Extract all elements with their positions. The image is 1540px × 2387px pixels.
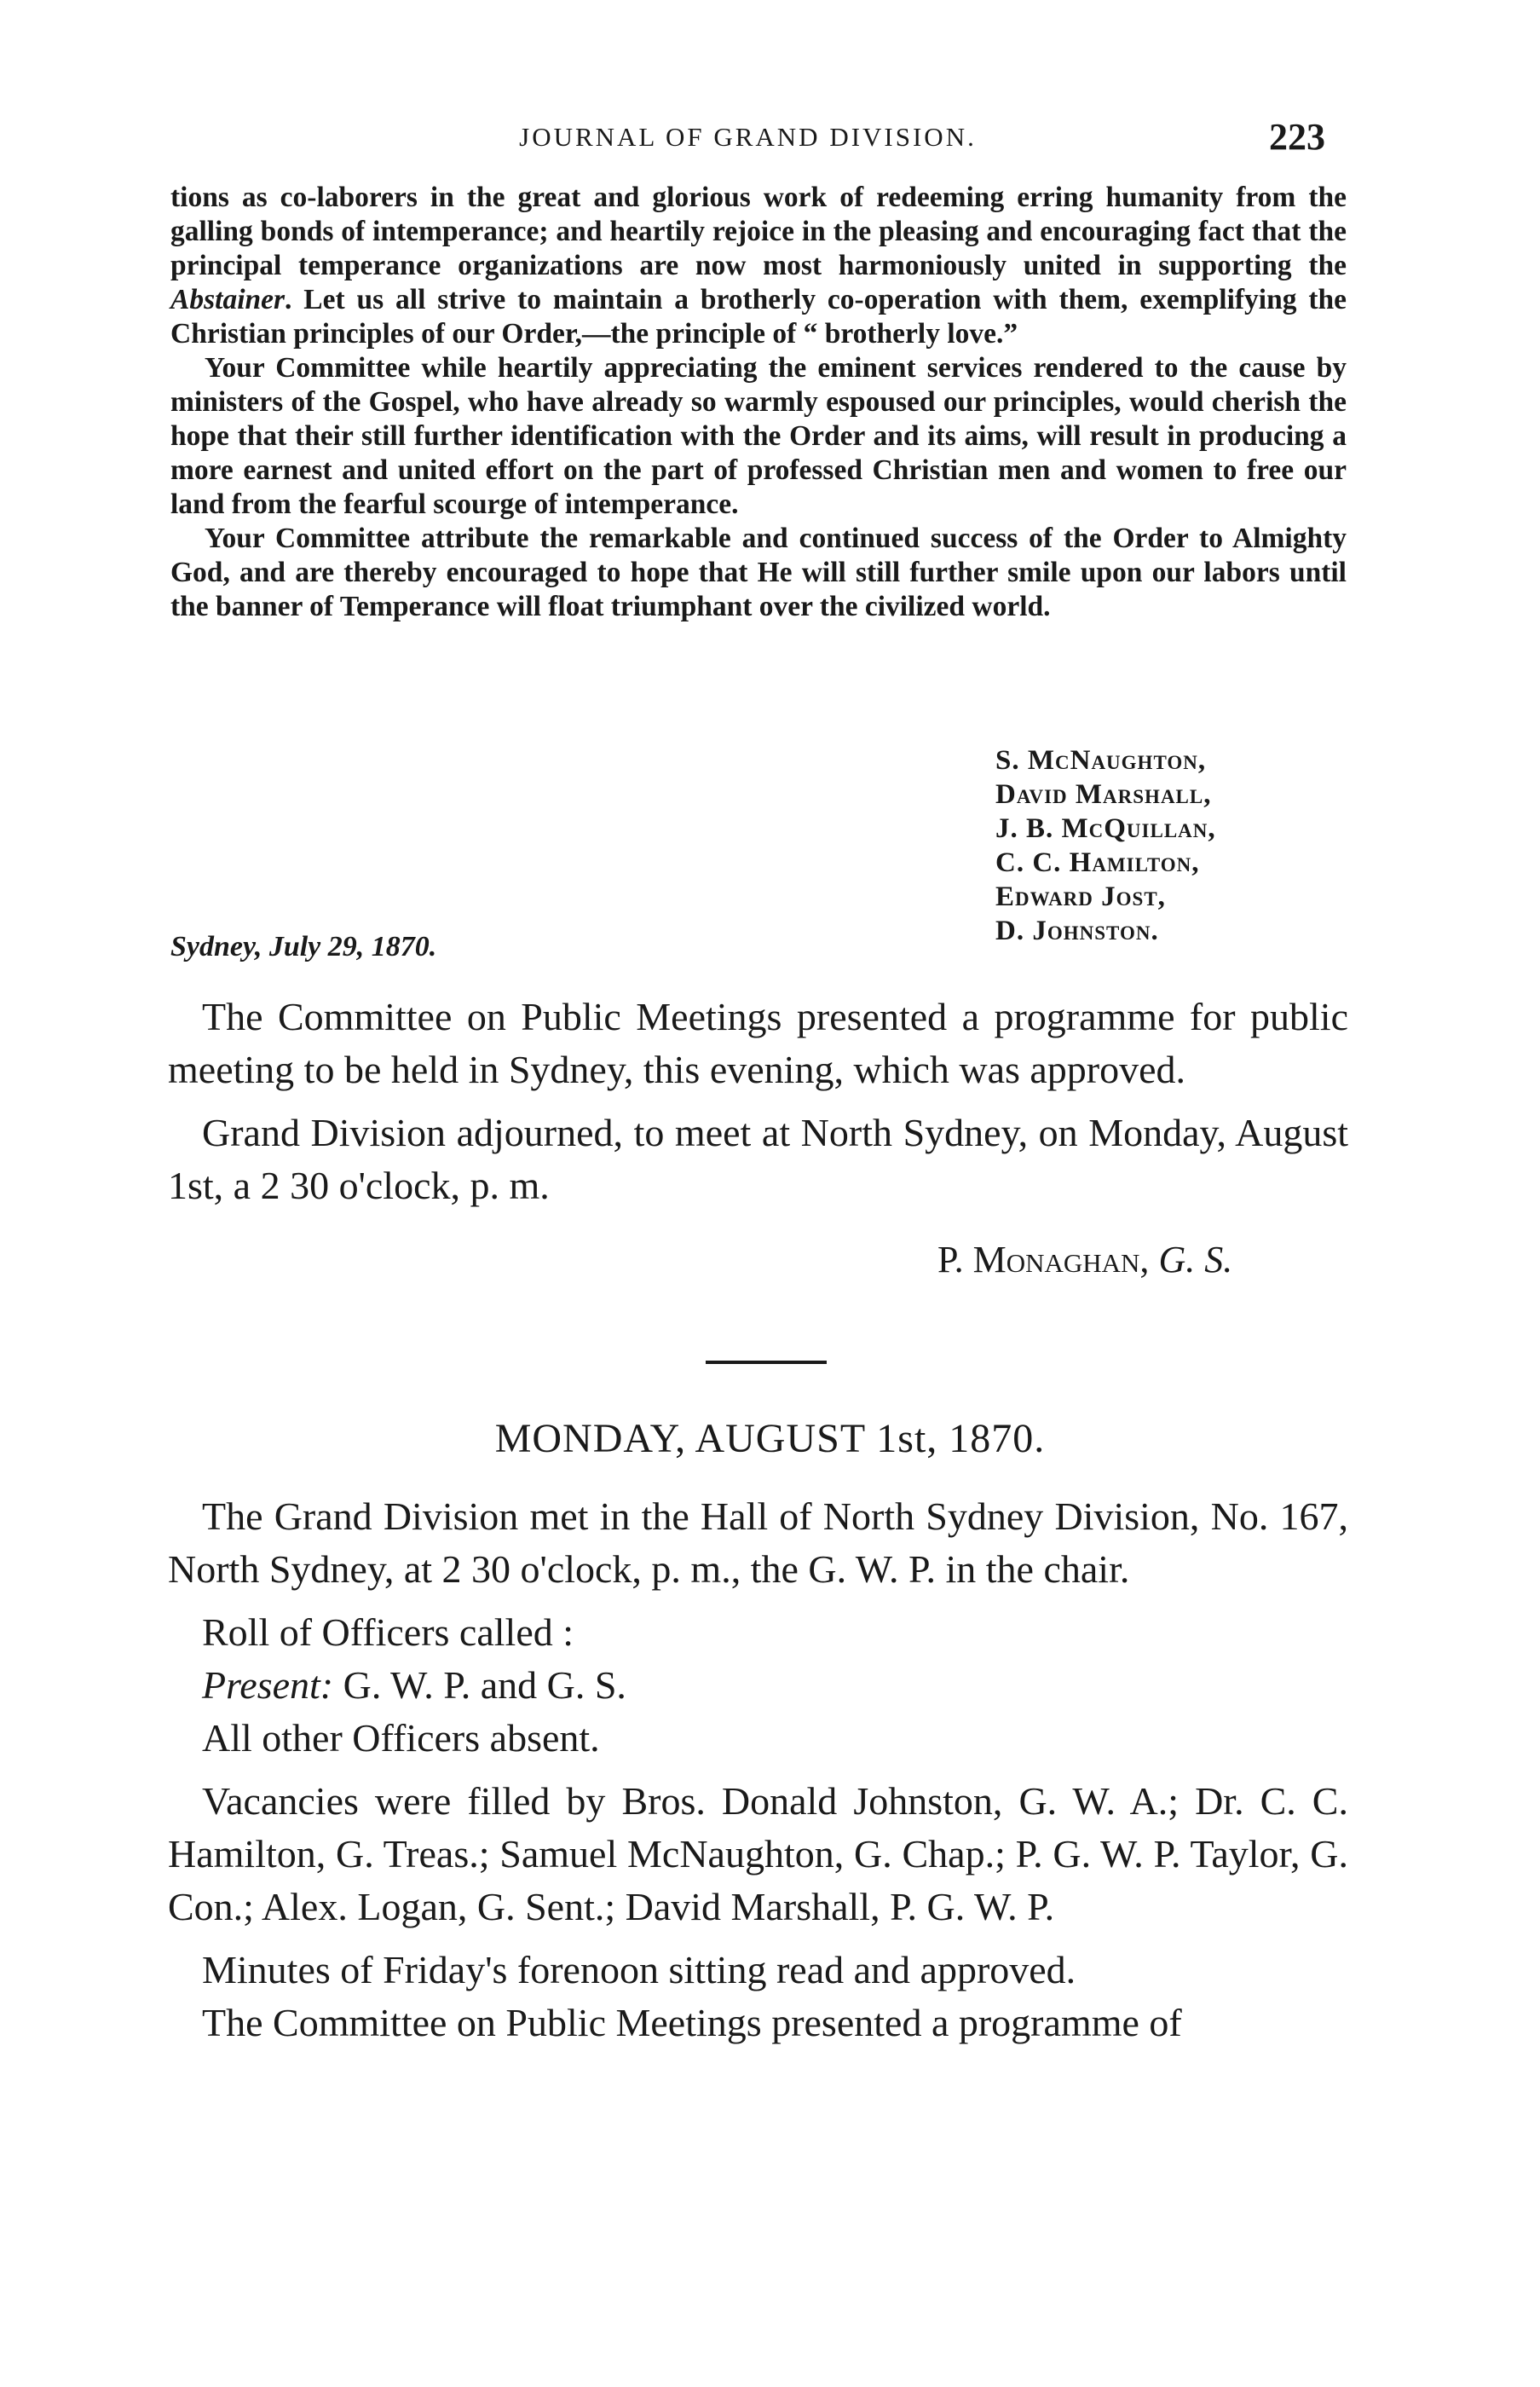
body-paragraph: The Committee on Public Meetings presented a programme for public meeting to be held in Sydney, this evening, which was approved. bbox=[168, 995, 1348, 1091]
body-paragraph: Vacancies were filled by Bros. Donald Johnston, G. W. A.; Dr. C. C. Hamilton, G. Treas.; Samuel McNaughton, G. Chap.; P. G. W. P. Taylor, G. Con.; Alex. Logan, G. Sent.; David Marshall, P. G. W. P. bbox=[168, 1779, 1348, 1928]
minutes-block-1 bbox=[168, 991, 1348, 1222]
abstainer-title: Abstainer bbox=[170, 284, 286, 315]
committee-report bbox=[170, 181, 1347, 624]
dateline: Sydney, July 29, 1870. bbox=[170, 931, 437, 962]
section-heading: MONDAY, AUGUST 1st, 1870. bbox=[494, 1416, 1046, 1461]
present-value: G. W. P. and G. S. bbox=[333, 1663, 626, 1707]
signatory: D. Johnston. bbox=[995, 916, 1159, 946]
section-divider bbox=[706, 1361, 827, 1364]
roll-call: Roll of Officers called : bbox=[202, 1610, 574, 1654]
report-text: tions as co-laborers in the great and glorious work of redeeming erring humanity from the galling bonds of intemperance; and heartily rejoice in the pleasing and encouraging fact that the principal temperance organizations are now most harmoniously united in supporting the bbox=[170, 182, 1347, 281]
signatory-list bbox=[995, 743, 1216, 948]
body-paragraph: Grand Division adjourned, to meet at North Sydney, on Monday, August 1st, a 2 30 o'clock, p. m. bbox=[168, 1111, 1348, 1207]
signatory: J. B. McQuillan, bbox=[995, 813, 1216, 844]
secretary-title: G. S. bbox=[1158, 1239, 1233, 1280]
absent-line: All other Officers absent. bbox=[202, 1716, 600, 1760]
report-paragraph bbox=[170, 181, 1347, 351]
signatory: C. C. Hamilton, bbox=[995, 847, 1200, 878]
signatory: Edward Jost, bbox=[995, 881, 1166, 912]
present-label: Present: bbox=[202, 1663, 334, 1707]
secretary-signature bbox=[937, 1238, 1232, 1281]
signatory: S. McNaughton, bbox=[995, 745, 1207, 776]
page-number: 223 bbox=[1269, 116, 1325, 158]
present-line bbox=[168, 1659, 1348, 1712]
secretary-name: P. Monaghan, bbox=[937, 1239, 1159, 1280]
report-text: . Let us all strive to maintain a brotherly co-operation with them, exemplifying the Christian principles of our Order,—the principle of “ brotherly love.” bbox=[170, 284, 1347, 350]
report-paragraph: Your Committee while heartily appreciating the eminent services rendered to the cause by ministers of the Gospel, who have already so warmly espoused our principles, would cherish the hope that their still further identification with the Order and its aims, will result in producing a more earnest and united effort on the part of professed Christian men and women to free our land from the fearful scourge of intemperance. bbox=[170, 352, 1347, 520]
running-title: JOURNAL OF GRAND DIVISION. bbox=[519, 122, 977, 152]
report-paragraph: Your Committee attribute the remarkable and continued success of the Order to Almighty God, and are thereby encouraged to hope that He will still further smile upon our labors until the banner of Temperance will float triumphant over the civilized world. bbox=[170, 523, 1347, 622]
body-paragraph: The Grand Division met in the Hall of North Sydney Division, No. 167, North Sydney, at 2 30 o'clock, p. m., the G. W. P. in the chair. bbox=[168, 1494, 1348, 1591]
running-head bbox=[170, 115, 1325, 166]
body-paragraph: The Committee on Public Meetings presented a programme of bbox=[202, 2001, 1182, 2044]
signatory: David Marshall, bbox=[995, 779, 1212, 810]
body-paragraph: Minutes of Friday's forenoon sitting read and approved. bbox=[202, 1948, 1076, 1991]
minutes-block-2 bbox=[168, 1490, 1348, 2049]
